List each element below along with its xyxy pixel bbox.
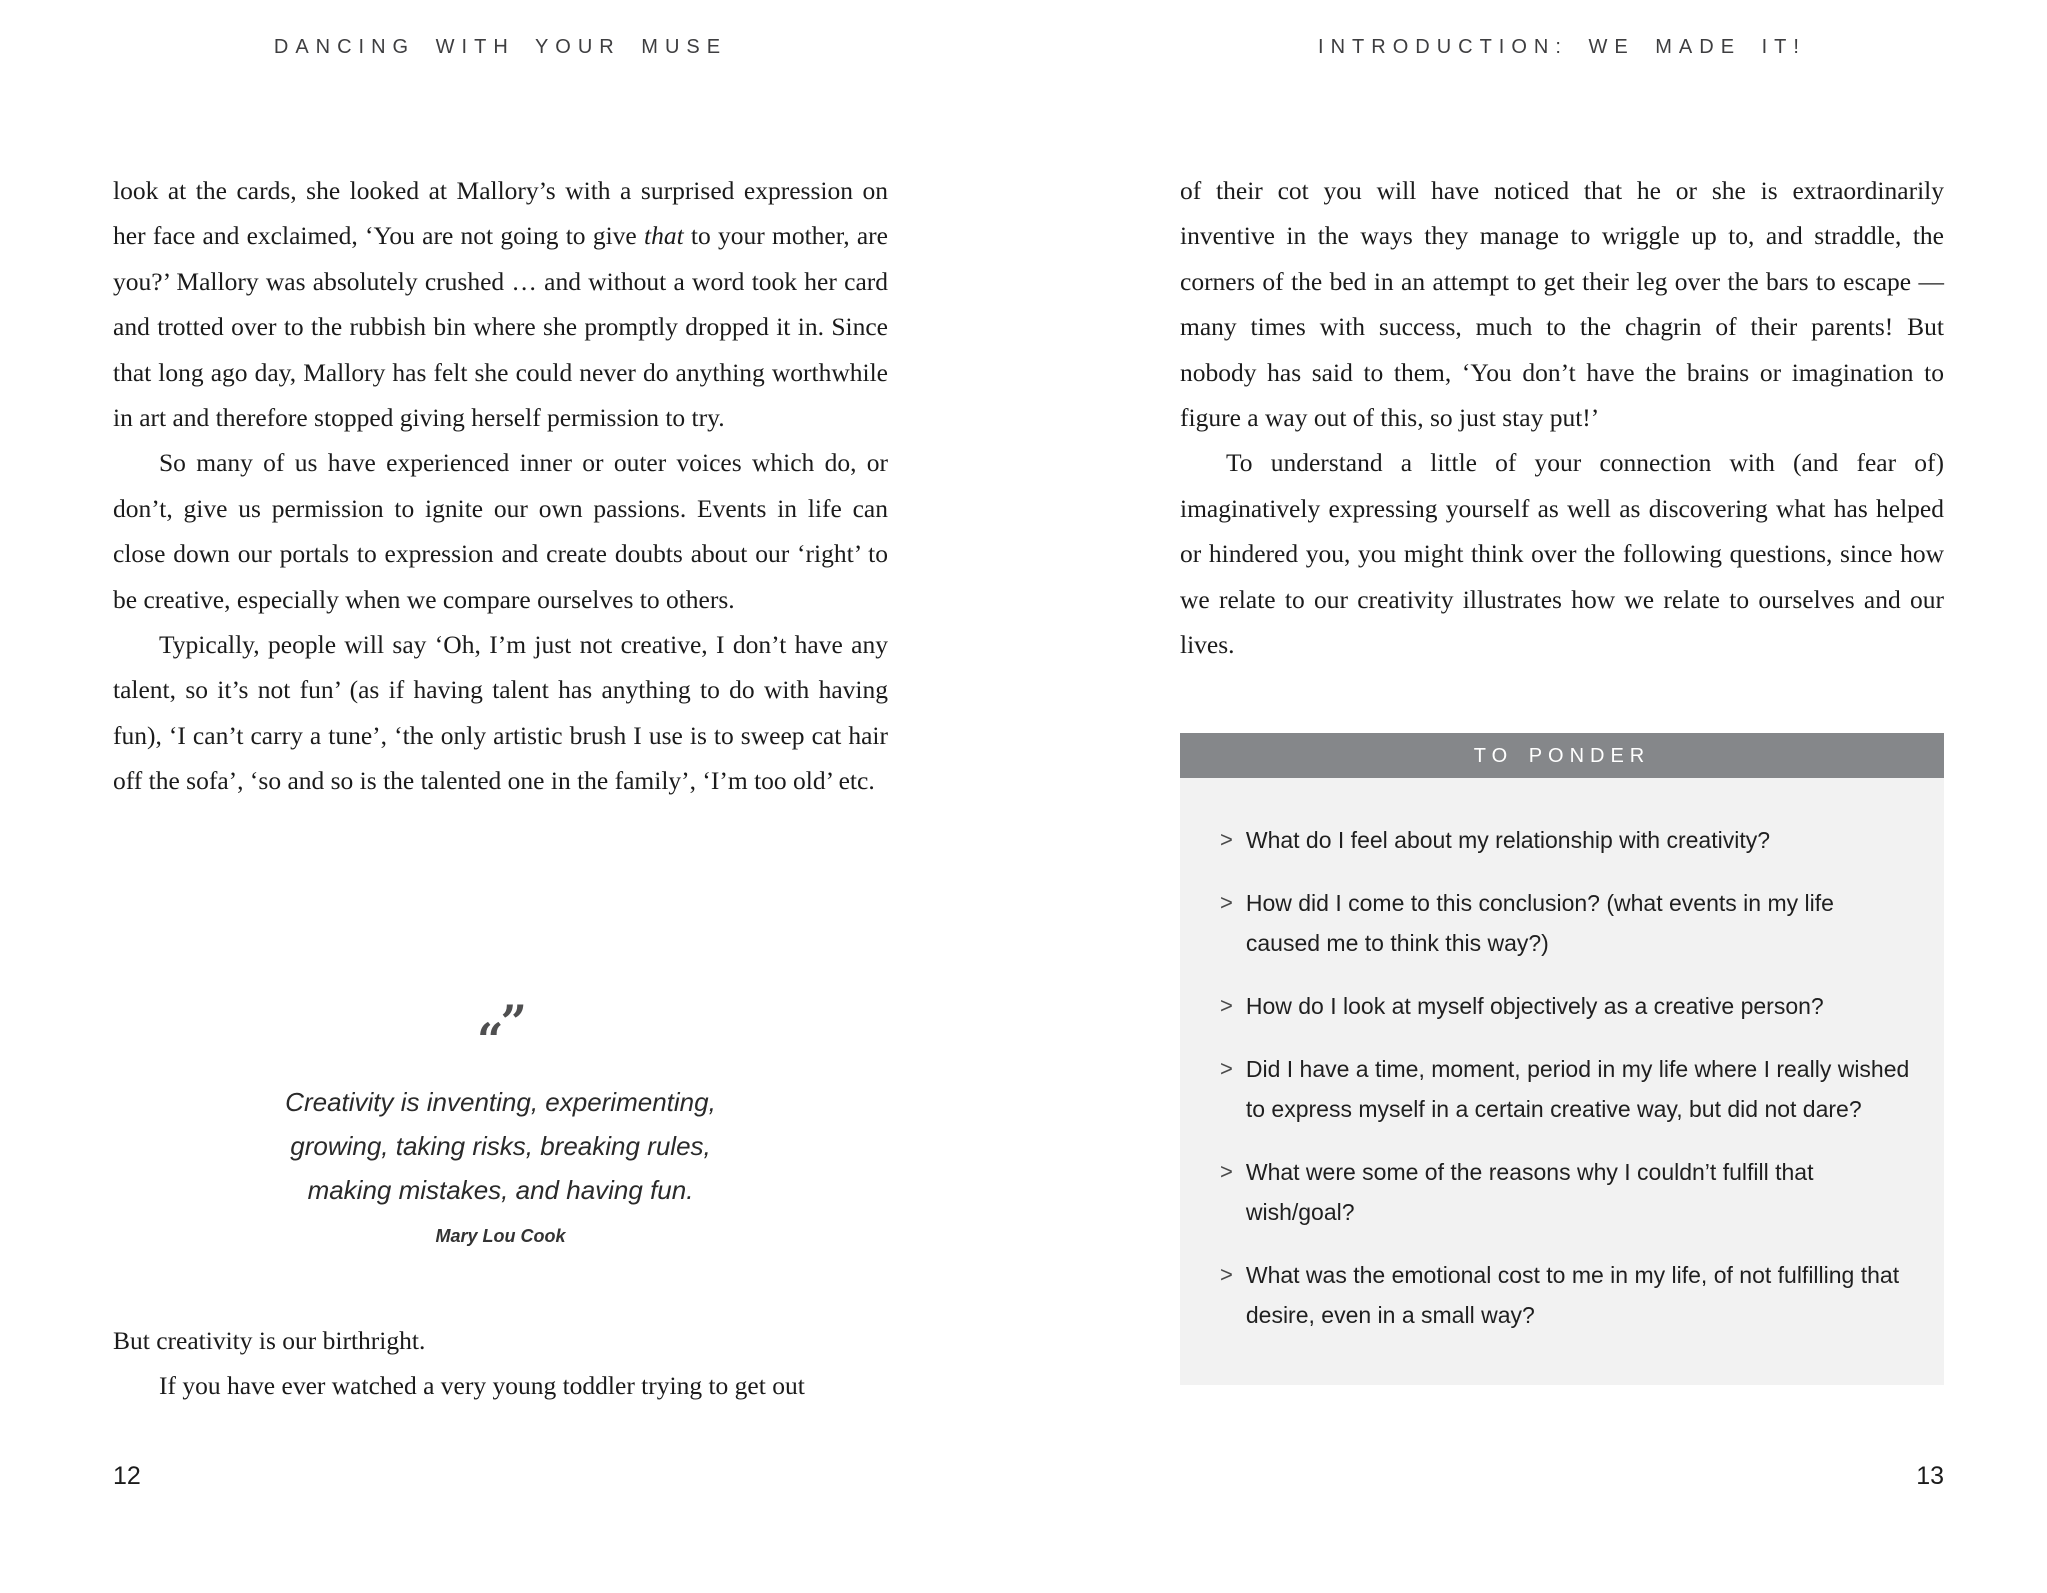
paragraph: So many of us have experienced inner or outer voices which do, or don’t, give us permission to ignite our own passions. Events in life can close down our portals to expression and create doubts about our ‘right’ to be creative, especially when we compare ourselves to others. (113, 448, 888, 614)
pull-quote (113, 995, 888, 1247)
list-item (1220, 820, 1910, 860)
body-text-right (1180, 168, 1944, 667)
to-ponder-box (1180, 733, 1944, 1385)
quote-text: Creativity is inventing, experimenting, growing, taking risks, breaking rules, making mistakes, and having fun. (285, 1087, 716, 1205)
chevron-bullet: > (1220, 1159, 1233, 1184)
list-item-text: Did I have a time, moment, period in my life where I really wished to express myself in a certain creative way, but did not dare? (1245, 1056, 1910, 1122)
body-text-left-bottom (113, 1318, 888, 1409)
paragraph-text: to your mother, are you?’ Mallory was absolutely crushed … and without a word took her card and trotted over to the rubbish bin where she promptly dropped it in. Since that long ago day, Mallory has felt she could never do anything worthwhile in art and therefore stopped giving herself permission to try. (113, 221, 888, 433)
list-item-text: How do I look at myself objectively as a creative person? (1245, 993, 1824, 1019)
running-head-left: DANCING WITH YOUR MUSE (273, 36, 728, 58)
page-right (1024, 0, 2047, 1593)
paragraph (113, 168, 888, 440)
list-item (1220, 883, 1910, 963)
quote-attribution: Mary Lou Cook (435, 1226, 566, 1246)
chevron-bullet: > (1220, 1262, 1233, 1287)
paragraph-text: look at the cards, she looked at Mallory’s with a surprised expression on her face and exclaimed, ‘You are not going to give (113, 176, 888, 251)
list-item-text: What was the emotional cost to me in my life, of not fulfilling that desire, even in a small way? (1245, 1262, 1900, 1328)
to-ponder-list (1180, 778, 1944, 1385)
list-item-text: What were some of the reasons why I couldn’t fulfill that wish/goal? (1245, 1159, 1814, 1225)
list-item (1220, 986, 1910, 1026)
list-item (1220, 1049, 1910, 1129)
paragraph: Typically, people will say ‘Oh, I’m just not creative, I don’t have any talent, so it’s not fun’ (as if having talent has anything to do with having fun), ‘I can’t carry a tune’, ‘the only artistic brush I use is to sweep cat hair off the sofa’, ‘so and so is the talented one in the family’, ‘I’m too old’ etc. (113, 630, 888, 796)
body-text-left (113, 168, 888, 804)
chevron-bullet: > (1220, 993, 1233, 1018)
list-item-text: How did I come to this conclusion? (what events in my life caused me to think this way?) (1245, 890, 1834, 956)
chevron-bullet: > (1220, 827, 1233, 852)
page-number-left: 12 (113, 1462, 141, 1490)
page-number-right: 13 (1916, 1462, 1944, 1490)
quotation-marks-icon (113, 995, 888, 1067)
chevron-bullet: > (1220, 890, 1233, 915)
paragraph: of their cot you will have noticed that he or she is extraordinarily inventive in the ways they manage to wriggle up to, and straddle, the corners of the bed in an attempt to get their leg over the bars to escape — many times with success, much to the chagrin of their parents! But nobody has said to them, ‘You don’t have the brains or imagination to figure a way out of this, so just stay put!’ (1180, 176, 1944, 433)
emphasized-word: that (643, 221, 684, 251)
chevron-bullet: > (1220, 1056, 1233, 1081)
paragraph: To understand a little of your connection with (and fear of) imaginatively expressing yourself as well as discovering what has helped or hindered you, you might think over the following questions, since how we relate to our creativity illustrates how we relate to ourselves and our lives. (1180, 448, 1944, 660)
list-item (1220, 1152, 1910, 1232)
to-ponder-title: TO PONDER (1180, 733, 1944, 778)
list-item-text: What do I feel about my relationship with creativity? (1245, 827, 1770, 853)
close-quote-glyph: ” (500, 995, 524, 1049)
paragraph: If you have ever watched a very young toddler trying to get out (159, 1371, 805, 1401)
running-head-right: INTRODUCTION: WE MADE IT! (1318, 36, 1806, 58)
list-item (1220, 1255, 1910, 1335)
paragraph: But creativity is our birthright. (113, 1326, 426, 1355)
open-quote-glyph: “ (477, 1013, 501, 1067)
page-left (0, 0, 1023, 1593)
